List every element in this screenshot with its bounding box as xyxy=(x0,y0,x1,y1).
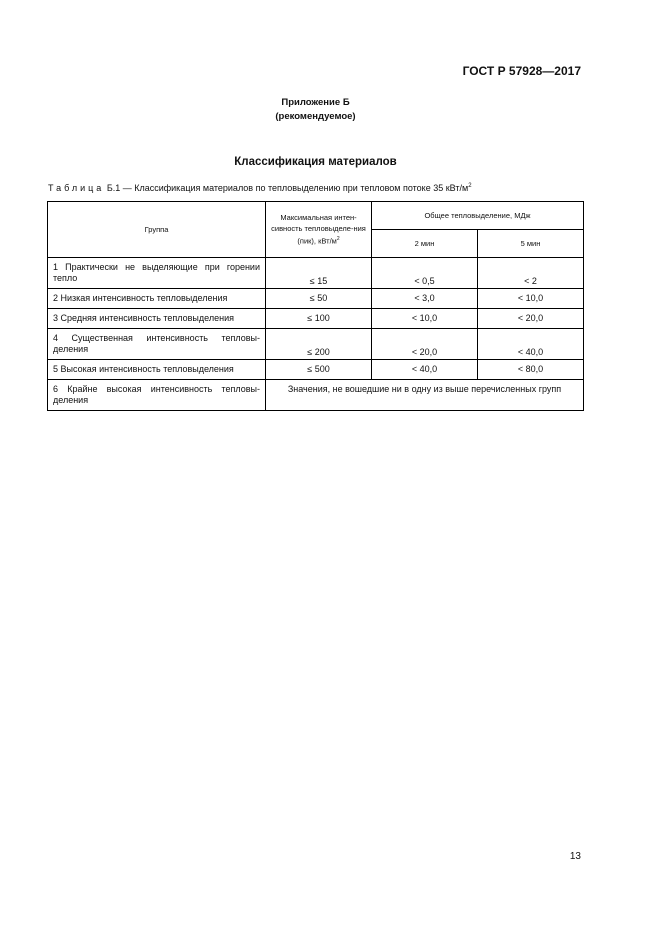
cell-group: 1 Практически не выделяющие при горении тепло xyxy=(48,258,266,289)
appendix-title: Приложение Б xyxy=(281,97,350,108)
cell-2min: < 3,0 xyxy=(372,289,478,309)
table-row xyxy=(48,258,584,289)
table-row xyxy=(48,360,584,380)
cell-group: 2 Низкая интенсивность тепловыделения xyxy=(48,289,266,309)
table-caption-text: Б.1 — Классификация материалов по тепловыделению при тепловом потоке 35 кВт/м xyxy=(106,183,469,193)
header-max-intensity-sup: 2 xyxy=(336,236,340,243)
cell-2min: < 40,0 xyxy=(372,360,478,380)
section-title-text: Классификация материалов xyxy=(234,156,397,168)
cell-5min: < 40,0 xyxy=(478,329,584,360)
cell-2min: < 0,5 xyxy=(372,258,478,289)
header-5min: 5 мин xyxy=(478,230,584,258)
classification-table xyxy=(47,201,584,411)
table-header-row xyxy=(48,202,584,230)
cell-2min: < 10,0 xyxy=(372,309,478,329)
section-title xyxy=(0,156,661,168)
table-row xyxy=(48,329,584,360)
cell-group: 5 Высокая интенсивность тепловыделения xyxy=(48,360,266,380)
table-caption-label: Таблица xyxy=(48,183,105,193)
cell-5min: < 20,0 xyxy=(478,309,584,329)
cell-max: ≤ 50 xyxy=(266,289,372,309)
cell-note: Значения, не вошедшие ни в одну из выше перечисленных групп xyxy=(266,380,584,411)
cell-group: 3 Средняя интенсивность тепловыделения xyxy=(48,309,266,329)
table-row xyxy=(48,289,584,309)
table-caption xyxy=(48,183,472,193)
cell-max: ≤ 15 xyxy=(266,258,372,289)
header-max-intensity xyxy=(266,202,372,258)
cell-max: ≤ 100 xyxy=(266,309,372,329)
cell-5min: < 10,0 xyxy=(478,289,584,309)
cell-max: ≤ 500 xyxy=(266,360,372,380)
cell-group: 6 Крайне высокая интенсивность тепловы-деления xyxy=(48,380,266,411)
header-group: Группа xyxy=(48,202,266,258)
document-code: ГОСТ Р 57928—2017 xyxy=(462,64,581,78)
cell-2min: < 20,0 xyxy=(372,329,478,360)
table-caption-sup: 2 xyxy=(468,183,472,189)
cell-5min: < 80,0 xyxy=(478,360,584,380)
table-row xyxy=(48,309,584,329)
table-row xyxy=(48,380,584,411)
cell-max: ≤ 200 xyxy=(266,329,372,360)
appendix-heading xyxy=(0,96,661,124)
cell-5min: < 2 xyxy=(478,258,584,289)
header-max-intensity-text: Максимальная интен-сивность тепловыделе-ния (пик), кВт/м xyxy=(271,213,366,246)
page-number: 13 xyxy=(569,851,581,862)
cell-group: 4 Существенная интенсивность тепловы-деления xyxy=(48,329,266,360)
appendix-note: (рекомендуемое) xyxy=(275,111,356,122)
header-2min: 2 мин xyxy=(372,230,478,258)
header-total-release: Общее тепловыделение, МДж xyxy=(372,202,584,230)
